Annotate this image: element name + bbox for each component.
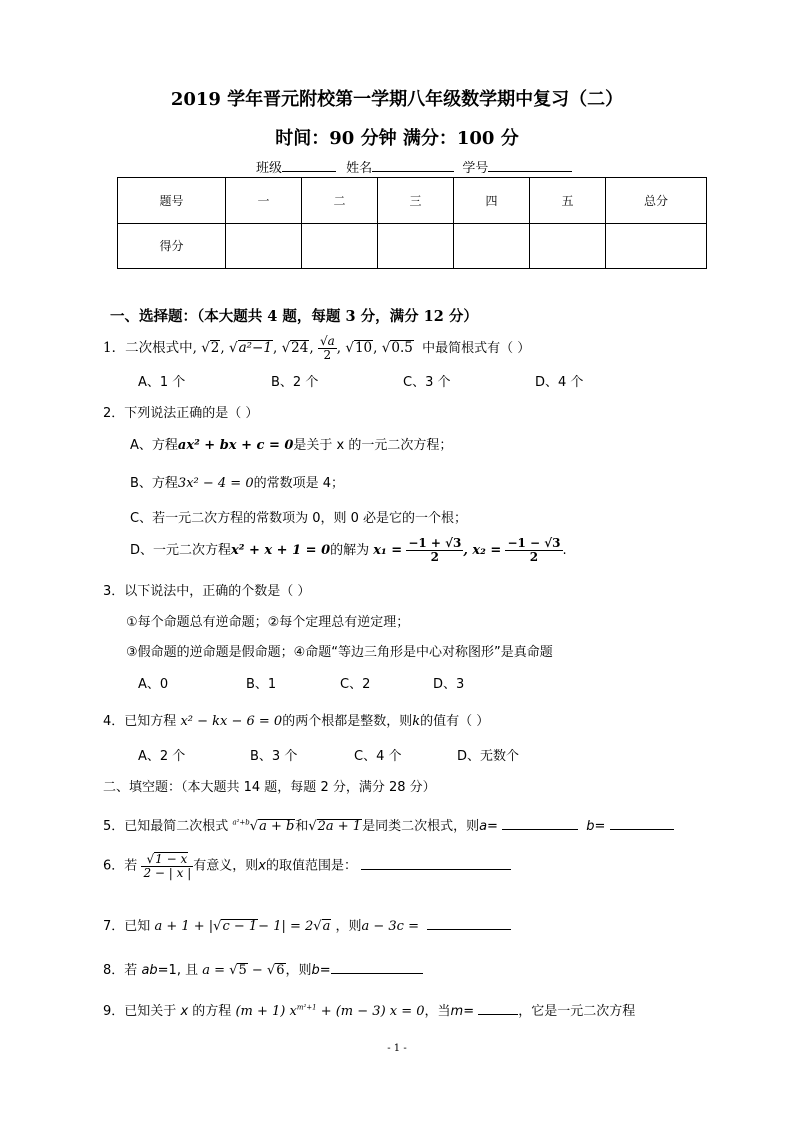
q2-d-end: . — [562, 543, 567, 559]
q2-d-x2-den: 2 — [529, 550, 539, 565]
q1-tail: 中最简根式有（ ） — [422, 341, 531, 357]
q8-minus: − — [247, 963, 267, 978]
score-cell[interactable] — [530, 223, 606, 269]
q9-end: ，它是一元二次方程 — [518, 1004, 636, 1019]
page-title: 2019 学年晋元附校第一学期八年级数学期中复习（二） — [170, 89, 624, 110]
q2-b-expr: 3x² − 4 = 0 — [177, 476, 254, 491]
q9-expr1: (m + 1) x — [235, 1004, 297, 1019]
question-3 — [103, 580, 310, 599]
q2-option-b[interactable] — [130, 472, 344, 491]
q1-radical: 0.5 — [391, 340, 413, 357]
q5-mid: 和 — [295, 819, 309, 834]
q3-line1: ①每个命题总有逆命题；②每个定理总有逆定理； — [126, 615, 410, 630]
q7-expr: a + 1 + | — [154, 919, 214, 934]
q1-radical: 24 — [291, 340, 309, 357]
question-1: 1．二次根式中, √2, √a²−1, √24, $\frac{√a}{2}$ , √10, √0.5 中最简根式有（ ） — [103, 334, 531, 363]
q5-b: b= — [586, 819, 606, 834]
question-7: 7．已知 a + 1 + |√c − 1− 1| = 2√a ，则a − 3c = — [103, 915, 511, 934]
page-number: - 1 - — [387, 1043, 407, 1054]
question-number: 7． — [103, 919, 125, 934]
score-table-header-row — [118, 178, 707, 224]
score-cell[interactable] — [302, 223, 378, 269]
question-8: 8．若 ab=1, 且 a = √5 − √6，则b= — [103, 959, 423, 978]
q3-option-b[interactable]: B、1 — [246, 677, 277, 692]
question-5: 5．已知最简二次根式 $^{a^2+b}$√a + b和√2a + 1是同类二次根式，则a= b= — [103, 815, 674, 834]
q2-option-c[interactable]: C、若一元二次方程的常数项为 0，则 0 必是它的一个根； — [130, 511, 468, 526]
q3-line2: ③假命题的逆命题是假命题；④命题“等边三角形是中心对称图形”是真命题 — [126, 645, 553, 660]
q1-radical: a²−1 — [238, 340, 272, 357]
q9-pre: 已知关于 — [124, 1004, 177, 1019]
q6-blank[interactable] — [361, 855, 511, 870]
q6-pre: 若 — [124, 858, 138, 874]
id-label: 学号 — [462, 161, 489, 176]
q9-exp: m²+1 — [296, 1003, 317, 1012]
question-number: 6． — [103, 858, 125, 874]
q6-tail: 的取值范围是： — [265, 858, 357, 874]
name-label: 姓名 — [346, 161, 373, 176]
question-number: 2． — [103, 406, 125, 421]
q5-rad1: a + b — [259, 819, 295, 834]
q4-expr: x² − kx − 6 = 0 — [180, 714, 283, 729]
q9-post: ，当 — [424, 1004, 451, 1019]
q9-tail: = — [463, 1004, 475, 1019]
question-number: 9． — [103, 1004, 125, 1019]
q8-eq1: =1, — [157, 963, 181, 978]
q8-blank[interactable] — [331, 959, 423, 974]
q5-post: 是同类二次根式，则 — [362, 819, 480, 834]
q4-option-b[interactable]: B、3 个 — [250, 749, 298, 764]
q9-blank[interactable] — [478, 1000, 518, 1015]
q2-option-a[interactable] — [130, 434, 452, 453]
score-table-header: 一 — [226, 178, 302, 224]
class-blank[interactable] — [282, 157, 336, 172]
question-9 — [103, 1000, 635, 1019]
score-cell[interactable] — [378, 223, 454, 269]
q7-expr3: a − 3c = — [361, 919, 419, 934]
q1-radical: a — [327, 334, 335, 348]
q8-b: b — [311, 963, 320, 978]
q2-d-x2: , x₂ = — [463, 543, 502, 559]
q4-stem-post: 的两个根都是整数，则 — [282, 714, 413, 729]
section1-heading: 一、选择题：（本大题共 4 题，每题 3 分，满分 12 分） — [110, 308, 478, 325]
class-label: 班级 — [256, 161, 283, 176]
q8-pre: 若 — [124, 963, 138, 978]
q9-expr2: + (m − 3) x = 0 — [316, 1004, 425, 1019]
q8-mid: 且 — [185, 963, 199, 978]
q5-b-blank[interactable] — [610, 815, 674, 830]
q7-rad: c − 1 — [222, 919, 258, 934]
q5-pre: 已知最简二次根式 — [124, 819, 229, 834]
score-table-header: 总分 — [606, 178, 707, 224]
question-number: 4． — [103, 714, 125, 729]
score-cell[interactable] — [454, 223, 530, 269]
q9-m: m — [450, 1004, 464, 1019]
q8-post: ，则 — [285, 963, 312, 978]
score-table-header: 三 — [378, 178, 454, 224]
question-number: 8． — [103, 963, 125, 978]
q2-d-x1: x₁ = — [373, 543, 403, 559]
id-blank[interactable] — [488, 157, 572, 172]
score-table-header: 五 — [530, 178, 606, 224]
student-info-line — [256, 157, 572, 176]
score-table-score-row — [118, 223, 707, 269]
name-blank[interactable] — [372, 157, 454, 172]
q2-d-pre: D、一元二次方程 — [130, 543, 232, 559]
q2-d-x1-den: 2 — [430, 550, 440, 565]
q7-blank[interactable] — [427, 915, 511, 930]
q2-stem: 下列说法正确的是（ ） — [124, 406, 259, 421]
q5-a-blank[interactable] — [502, 815, 578, 830]
q8-ab: ab — [141, 963, 158, 978]
q5-rad2: 2a + 1 — [317, 819, 362, 834]
question-2 — [103, 402, 258, 421]
section2-heading: 二、填空题：（本大题共 14 题，每题 2 分，满分 28 分） — [103, 780, 436, 795]
question-4 — [103, 710, 489, 729]
q2-d-x1-num: −1 + √3 — [408, 536, 462, 550]
q3-option-c[interactable]: C、2 — [340, 677, 371, 692]
q6-x: x — [258, 858, 266, 874]
q6-num: 1 − x — [155, 852, 188, 866]
q3-option-a[interactable]: A、0 — [138, 677, 169, 692]
q1-radical: 10 — [354, 340, 373, 357]
score-table-header: 四 — [454, 178, 530, 224]
q9-mid: 的方程 — [192, 1004, 232, 1019]
q1-option-c[interactable]: C、3 个 — [403, 375, 451, 390]
score-cell[interactable] — [226, 223, 302, 269]
q4-option-d[interactable]: D、无数个 — [457, 749, 520, 764]
q1-option-a[interactable]: A、1 个 — [138, 375, 186, 390]
q4-option-c[interactable]: C、4 个 — [354, 749, 402, 764]
q2-b-post: 的常数项是 4； — [253, 476, 344, 491]
question-number: 3． — [103, 584, 125, 599]
q7-mid: ，则 — [335, 919, 362, 934]
q1-option-b[interactable]: B、2 个 — [271, 375, 319, 390]
q4-option-a[interactable]: A、2 个 — [138, 749, 186, 764]
q8-a: a — [202, 963, 211, 978]
q2-d-x2-num: −1 − √3 — [507, 536, 561, 550]
q4-tail: 的值有（ ） — [420, 714, 490, 729]
question-6: 6．若 $\frac{√1 - x}{2 - | x |}$ 有意义，则x的取值范围是： — [103, 852, 511, 880]
q3-option-d[interactable]: D、3 — [433, 677, 465, 692]
q8-r2: 6 — [276, 963, 285, 978]
q7-expr2: − 1| = 2 — [258, 919, 314, 934]
score-table — [117, 177, 707, 269]
q4-stem-pre: 已知方程 — [124, 714, 177, 729]
q7-pre: 已知 — [124, 919, 151, 934]
q2-b-pre: B、方程 — [130, 476, 178, 491]
q6-den: 2 − | x | — [143, 866, 192, 881]
q3-stem: 以下说法中，正确的个数是（ ） — [124, 584, 311, 599]
q2-option-d[interactable] — [130, 537, 567, 564]
q2-a-post: 是关于 x 的一元二次方程； — [293, 438, 453, 453]
q5-a: a= — [479, 819, 498, 834]
q1-option-d[interactable]: D、4 个 — [535, 375, 584, 390]
score-row-label: 得分 — [118, 223, 226, 269]
question-number: 1． — [103, 340, 126, 357]
q8-eq2: = — [210, 963, 230, 978]
q8-tail: = — [319, 963, 331, 978]
q5-index: a²+b — [232, 818, 250, 827]
q2-d-expr: x² + x + 1 = 0 — [231, 543, 331, 559]
q2-a-pre: A、方程 — [130, 438, 178, 453]
q2-d-mid: 的解为 — [330, 543, 370, 559]
score-cell[interactable] — [606, 223, 707, 269]
q4-k: k — [412, 714, 421, 729]
q9-x: x — [180, 1004, 189, 1019]
q8-r1: 5 — [238, 963, 247, 978]
q1-radical: 2 — [210, 340, 220, 357]
q6-post: 有意义，则 — [193, 858, 259, 874]
q7-rad2: a — [322, 919, 331, 934]
question-number: 5． — [103, 819, 125, 834]
q1-stem: 二次根式中, — [125, 340, 197, 357]
page-subtitle: 时间：90 分钟 满分：100 分 — [275, 128, 519, 149]
q1-radical-den: 2 — [323, 348, 332, 363]
score-table-header: 二 — [302, 178, 378, 224]
score-table-header: 题号 — [118, 178, 226, 224]
q2-a-expr: ax² + bx + c = 0 — [177, 438, 294, 453]
